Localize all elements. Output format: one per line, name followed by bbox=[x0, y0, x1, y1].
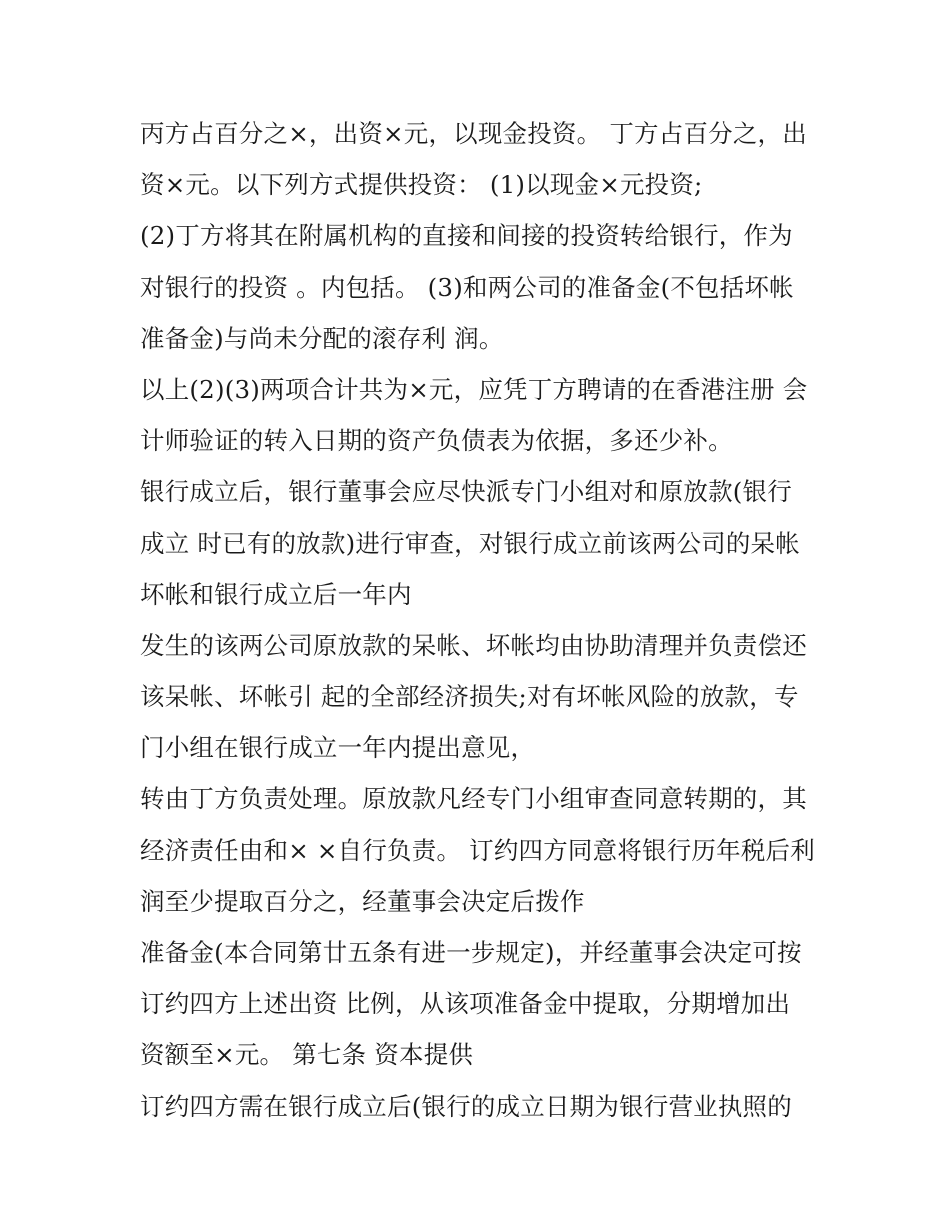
document-body bbox=[140, 108, 830, 1132]
text-line: 资额至×元。 第七条 资本提供 bbox=[140, 1040, 474, 1070]
text-line: 计师验证的转入日期的资产负债表为依据，多还少补。 bbox=[140, 426, 733, 456]
text-line: 转由丁方负责处理。原放款凡经专门小组审查同意转期的，其 bbox=[140, 784, 807, 814]
text-line: 成立 时已有的放款)进行审查，对银行成立前该两公司的呆帐 bbox=[140, 528, 800, 558]
text-line: 对银行的投资 。内包括。 (3)和两公司的准备金(不包括坏帐 bbox=[140, 272, 794, 302]
text-line: 经济责任由和× ×自行负责。 订约四方同意将银行历年税后利 bbox=[140, 835, 815, 865]
text-line: 发生的该两公司原放款的呆帐、坏帐均由协助清理并负责偿还 bbox=[140, 630, 807, 660]
text-line: 门小组在银行成立一年内提出意见， bbox=[140, 733, 536, 763]
text-line: 准备金(本合同第廿五条有进一步规定)，并经董事会决定可按 bbox=[140, 938, 802, 967]
text-line: 坏帐和银行成立后一年内 bbox=[140, 579, 412, 609]
text-line: 订约四方需在银行成立后(银行的成立日期为银行营业执照的 bbox=[140, 1091, 792, 1121]
text-line: 该呆帐、坏帐引 起的全部经济损失;对有坏帐风险的放款，专 bbox=[140, 682, 799, 712]
text-line: (2)丁方将其在附属机构的直接和间接的投资转给银行，作为 bbox=[140, 221, 793, 251]
text-line: 银行成立后，银行董事会应尽快派专门小组对和原放款(银行 bbox=[140, 477, 792, 507]
text-line: 资×元。以下列方式提供投资： (1)以现金×元投资; bbox=[140, 170, 703, 200]
text-line: 丙方占百分之×，出资×元，以现金投资。 丁方占百分之，出 bbox=[140, 119, 807, 148]
text-line: 以上(2)(3)两项合计共为×元，应凭丁方聘请的在香港注册 会 bbox=[140, 374, 808, 404]
text-line: 润至少提取百分之，经董事会决定后拨作 bbox=[140, 886, 585, 916]
text-line: 订约四方上述出资 比例，从该项准备金中提取，分期增加出 bbox=[140, 989, 791, 1019]
text-line: 准备金)与尚未分配的滚存利 润。 bbox=[140, 323, 504, 353]
